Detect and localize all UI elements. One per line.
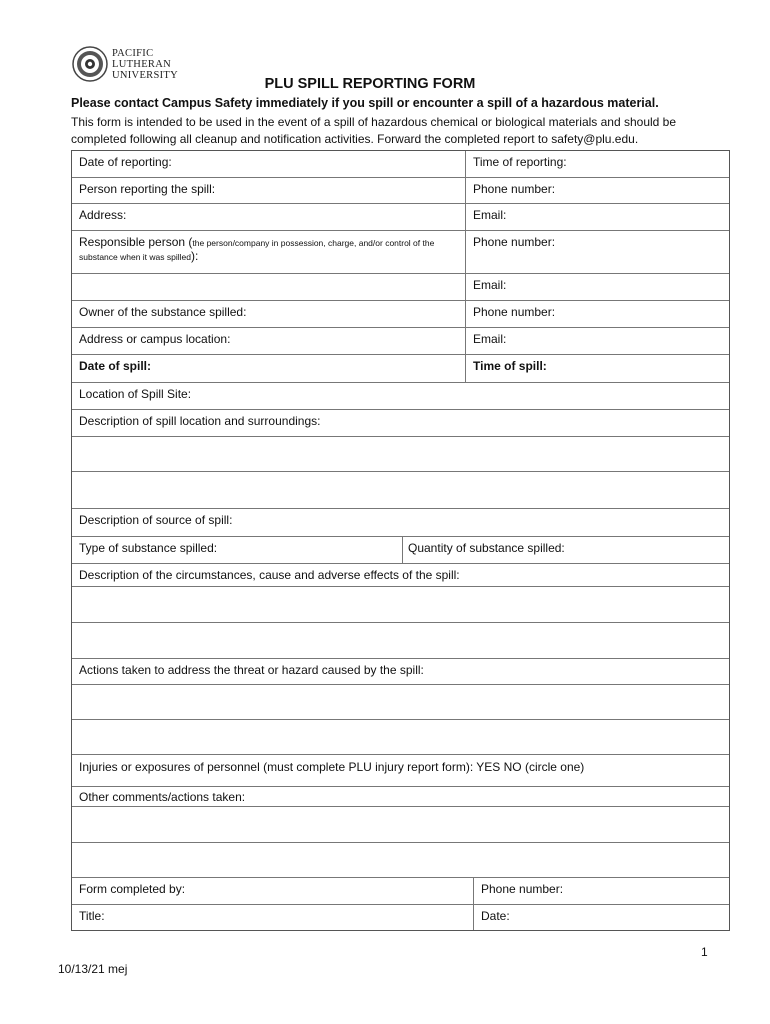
actions-taken-line[interactable] xyxy=(72,720,729,754)
date-of-reporting-field[interactable]: Date of reporting: xyxy=(79,155,172,169)
page-number: 1 xyxy=(701,945,708,959)
other-comments-field[interactable]: Other comments/actions taken: xyxy=(79,790,246,804)
time-of-spill-field[interactable]: Time of spill: xyxy=(465,355,729,382)
form-row xyxy=(72,877,729,904)
blank-row xyxy=(72,806,729,842)
reporter-phone-field[interactable]: Phone number: xyxy=(465,178,729,203)
blank-row xyxy=(72,622,729,658)
form-row xyxy=(72,382,729,409)
form-title: PLU SPILL REPORTING FORM xyxy=(264,76,476,92)
circumstances-description-line[interactable] xyxy=(72,587,729,622)
form-row xyxy=(72,409,729,436)
completion-date-field[interactable]: Date: xyxy=(473,905,729,930)
form-row xyxy=(72,273,729,300)
blank-row xyxy=(72,719,729,754)
logo-line: PACIFIC xyxy=(112,48,154,59)
form-row xyxy=(72,658,729,684)
form-row xyxy=(72,230,729,273)
form-row xyxy=(72,536,729,563)
spill-site-location-field[interactable]: Location of Spill Site: xyxy=(79,387,192,401)
actions-taken-line[interactable] xyxy=(72,685,729,719)
form-row xyxy=(72,754,729,786)
form-row xyxy=(72,151,729,177)
responsible-note: the person/company in possession, charge, and/or control of the substance when it was spilled xyxy=(79,238,435,262)
intro-warning: Please contact Campus Safety immediately if you spill or encounter a spill of a hazardous material. xyxy=(71,96,659,110)
logo-line: LUTHERAN xyxy=(112,59,171,70)
spill-location-description-line[interactable] xyxy=(72,472,729,508)
actions-taken-field[interactable]: Actions taken to address the threat or hazard caused by the spill: xyxy=(79,663,424,677)
responsible-label: Responsible person ( xyxy=(79,235,193,249)
blank-row xyxy=(72,586,729,622)
form-row xyxy=(72,327,729,354)
form-row xyxy=(72,177,729,203)
footer-revision: 10/13/21 mej xyxy=(58,962,128,976)
date-of-spill-field[interactable]: Date of spill: xyxy=(79,359,152,373)
other-comments-line[interactable] xyxy=(72,807,729,842)
owner-field[interactable]: Owner of the substance spilled: xyxy=(79,305,247,319)
form-row xyxy=(72,904,729,930)
completer-phone-field[interactable]: Phone number: xyxy=(473,878,729,904)
form-row xyxy=(72,354,729,382)
substance-type-field[interactable]: Type of substance spilled: xyxy=(79,541,218,555)
responsible-person-field[interactable] xyxy=(72,231,465,273)
time-of-reporting-field[interactable]: Time of reporting: xyxy=(465,151,729,177)
owner-phone-field[interactable]: Phone number: xyxy=(465,301,729,327)
responsible-blank-field[interactable] xyxy=(72,274,465,300)
blank-row xyxy=(72,471,729,508)
responsible-phone-field[interactable]: Phone number: xyxy=(465,231,729,273)
form-row xyxy=(72,508,729,536)
circumstances-description-field[interactable]: Description of the circumstances, cause and adverse effects of the spill: xyxy=(79,568,460,582)
logo-line: UNIVERSITY xyxy=(112,70,178,81)
injuries-field[interactable]: Injuries or exposures of personnel (must complete PLU injury report form): YES NO (circle one) xyxy=(79,760,585,774)
spill-source-description-field[interactable]: Description of source of spill: xyxy=(79,513,233,527)
blank-row xyxy=(72,436,729,471)
completer-title-field[interactable]: Title: xyxy=(79,909,105,923)
blank-row xyxy=(72,684,729,719)
form-row xyxy=(72,203,729,230)
owner-email-field[interactable]: Email: xyxy=(465,328,729,354)
substance-quantity-field[interactable]: Quantity of substance spilled: xyxy=(402,537,729,563)
reporter-address-field[interactable]: Address: xyxy=(79,208,127,222)
form-row xyxy=(72,300,729,327)
intro-text: This form is intended to be used in the event of a spill of hazardous chemical or biological materials and should be completed following all cleanup and notification activities. Forward the completed report to safety@plu.edu. xyxy=(71,115,677,146)
blank-row xyxy=(72,842,729,877)
other-comments-line[interactable] xyxy=(72,843,729,877)
owner-location-field[interactable]: Address or campus location: xyxy=(79,332,231,346)
spill-location-description-line[interactable] xyxy=(72,437,729,471)
completed-by-field[interactable]: Form completed by: xyxy=(79,882,186,896)
spill-location-description-field[interactable]: Description of spill location and surroundings: xyxy=(79,414,321,428)
person-reporting-field[interactable]: Person reporting the spill: xyxy=(79,182,216,196)
responsible-close: ): xyxy=(190,249,199,263)
form-row xyxy=(72,786,729,806)
circumstances-description-line[interactable] xyxy=(72,623,729,658)
spill-report-form xyxy=(71,150,730,931)
reporter-email-field[interactable]: Email: xyxy=(465,204,729,230)
form-row xyxy=(72,563,729,586)
responsible-email-field[interactable]: Email: xyxy=(465,274,729,300)
